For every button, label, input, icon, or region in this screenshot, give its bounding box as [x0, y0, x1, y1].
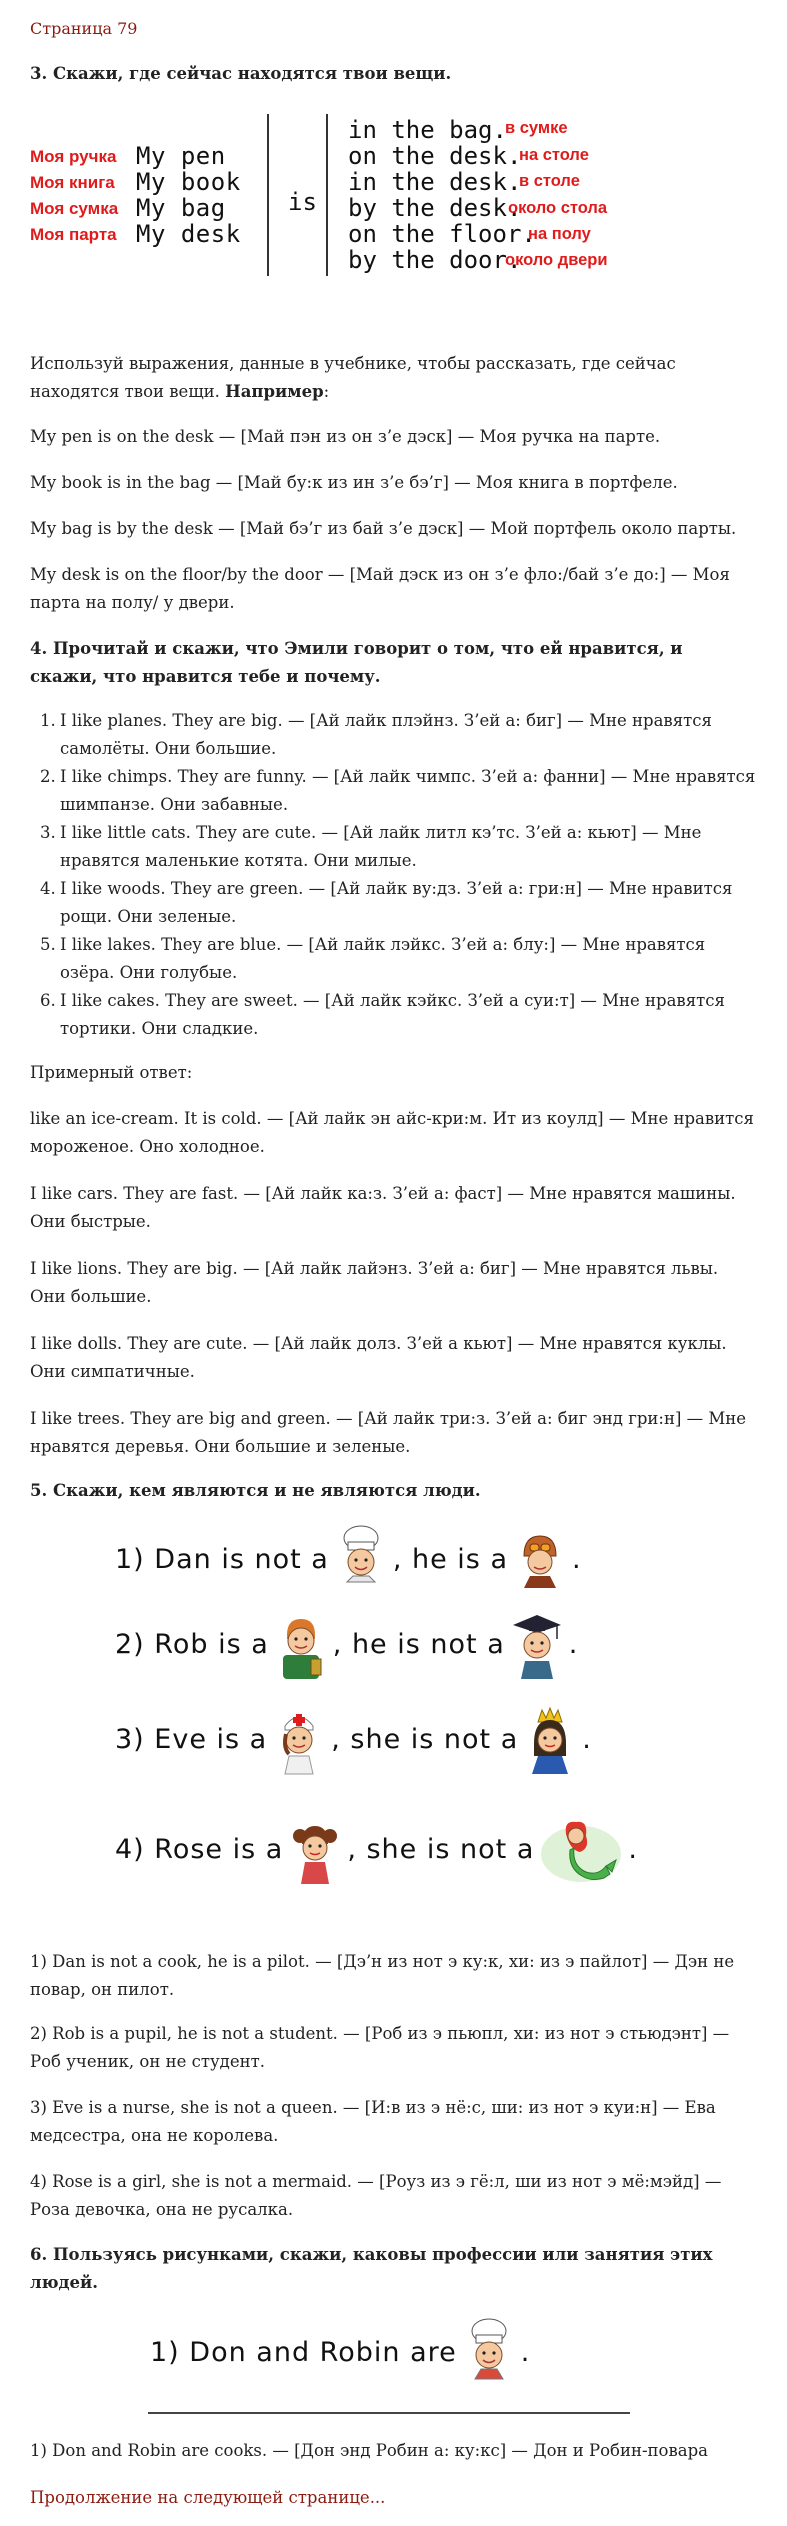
cook-picture: [459, 2317, 519, 2389]
ex3-example: My desk is on the floor/by the door — [Май дэск из он з’е фло:/бай з’е до:] — Моя парта на полу/ у двери.: [30, 565, 730, 613]
ex5-answer: 2) Rob is a pupil, he is not a student. — [Роб из э пьюпл, хи: из нот э стьюдэнт] — Роб ученик, он не студент.: [30, 2024, 730, 2072]
ex4-sample: I like lions. They are big. — [Ай лайк лайэнз. З’ей а: биг] — Мне нравятся львы. Они большие.: [30, 1259, 719, 1307]
list-item: 2. I like chimps. They are funny. — [Ай лайк чимпс. З’ей а: фанни] — Мне нравятся шимпанзе. Они забавные.: [40, 767, 756, 815]
ex5-row-text: 4) Rose is a: [115, 1833, 284, 1865]
ex4-sample: I like trees. They are big and green. — [Ай лайк три:з. З’ей а: биг энд гри:н] — Мне нравятся деревья. Они большие и зеленые.: [30, 1409, 747, 1457]
ex4-sample: I like dolls. They are cute. — [Ай лайк долз. З’ей а кьют] — Мне нравятся куклы. Они симпатичные.: [30, 1334, 727, 1382]
ex3-is: is: [288, 188, 317, 216]
ex4-list: [40, 707, 760, 1043]
list-item-text: I like cakes. They are sweet. — [Ай лайк кэйкс. З’ей а суи:т] — Мне нравятся тортики. Они сладкие.: [60, 991, 725, 1039]
ex6-row: [150, 2318, 530, 2388]
ex3-example: My bag is by the desk — [Май бэ’г из бай з’е дэск] — Мой портфель около парты.: [30, 519, 737, 538]
list-item-text: I like chimps. They are funny. — [Ай лайк чимпс. З’ей а: фанни] — Мне нравятся шимпанзе. Они забавные.: [60, 767, 756, 815]
mermaid-picture: [536, 1814, 626, 1886]
ex5-row-text: , she is not a: [331, 1723, 519, 1755]
list-item: 3. I like little cats. They are cute. — [Ай лайк литл кэ’тс. З’ей а: кьют] — Мне нравятся маленькие котята. Они милые.: [40, 823, 702, 871]
ex3-example: My book is in the bag — [Май бу:к из ин з’е бэ’г] — Моя книга в портфеле.: [30, 473, 678, 492]
ex5-row-text: .: [628, 1833, 638, 1865]
ex3-en-right: on the floor.: [348, 220, 536, 248]
ex3-ru-right: в сумке: [505, 119, 568, 137]
queen-picture: [520, 1704, 580, 1776]
ex5-row-text: 2) Rob is a: [115, 1628, 269, 1660]
pupil-picture: [271, 1609, 331, 1681]
ex3-ru-left: Моя парта: [30, 225, 117, 244]
ex6-answer-line: [148, 2412, 630, 2414]
ex5-row-text: , he is a: [392, 1543, 508, 1575]
ex5-row-text: 3) Eve is a: [115, 1723, 268, 1755]
ex6-heading: 6. Пользуясь рисунками, скажи, каковы профессии или занятия этих людей.: [30, 2245, 713, 2293]
ex6-picture-exercise: [30, 2318, 757, 2398]
ex3-ru-left: Моя ручка: [30, 147, 117, 166]
ex5-row-text: , she is not a: [347, 1833, 535, 1865]
ex4-heading: 4. Прочитай и скажи, что Эмили говорит о том, что ей нравится, и скажи, что нравится тебе и почему.: [30, 639, 683, 687]
next-page-link[interactable]: Продолжение на следующей странице...: [30, 2488, 386, 2507]
ex5-row: [115, 1815, 638, 1885]
cook-picture: [331, 1524, 391, 1596]
ex5-row-text: .: [568, 1628, 579, 1660]
ex3-ru-right: около стола: [508, 199, 608, 217]
ex3-en-left: My bag: [136, 194, 226, 222]
list-item-text: I like lakes. They are blue. — [Ай лайк лэйкс. З’ей а: блу:] — Мне нравятся озёра. Они голубые.: [60, 935, 706, 983]
list-item-text: I like little cats. They are cute. — [Ай лайк литл кэ’тс. З’ей а: кьют] — Мне нравятся маленькие котята. Они милые.: [60, 823, 702, 871]
page-number-link[interactable]: Страница 79: [30, 19, 138, 38]
girl-picture: [285, 1814, 345, 1886]
ex5-row-text: .: [582, 1723, 592, 1755]
ex4-sample-label: Примерный ответ:: [30, 1063, 193, 1082]
pilot-picture: [510, 1524, 570, 1596]
ex3-instruction-text: Используй выражения, данные в учебнике, чтобы рассказать, где сейчас находятся твои вещи.: [30, 354, 676, 402]
ex5-row: [115, 1525, 582, 1595]
ex3-ru-right: на полу: [528, 225, 591, 243]
ex5-picture-exercise: [30, 1525, 757, 1935]
ex3-en-right: in the desk.: [348, 168, 522, 196]
ex5-row-text: , he is not a: [332, 1628, 505, 1660]
list-item: 4. I like woods. They are green. — [Ай лайк ву:дз. З’ей а: гри:н] — Мне нравится рощи. Они зеленые.: [40, 879, 733, 927]
ex3-ru-right: на столе: [519, 146, 589, 164]
ex4-sample: like an ice-cream. It is cold. — [Ай лайк эн айс-кри:м. Ит из коулд] — Мне нравится мороженое. Оно холодное.: [30, 1109, 754, 1157]
ex3-en-left: My desk: [136, 220, 241, 248]
ex5-answer: 1) Dan is not a cook, he is a pilot. — [Дэ’н из нот э ку:к, хи: из э пайлот] — Дэн не повар, он пилот.: [30, 1952, 735, 2000]
ex3-instruction-colon: :: [323, 382, 330, 402]
ex6-row-text: .: [520, 2336, 531, 2368]
student-picture: [507, 1609, 567, 1681]
list-item: 1. I like planes. They are big. — [Ай лайк плэйнз. З’ей а: биг] — Мне нравятся самолёты. Они большие.: [40, 711, 712, 759]
nurse-picture: [269, 1704, 329, 1776]
ex3-instruction: [30, 350, 755, 407]
ex5-answer: 4) Rose is a girl, she is not a mermaid. — [Роуз из э гё:л, ши из нот э мё:мэйд] — Роза девочка, она не русалка.: [30, 2172, 722, 2220]
ex3-heading: 3. Скажи, где сейчас находятся твои вещи.: [30, 64, 452, 83]
ex5-answer: 3) Eve is a nurse, she is not a queen. — [И:в из э нё:с, ши: из нот э куи:н] — Ева медсестра, она не королева.: [30, 2098, 716, 2146]
ex3-en-left: My book: [136, 168, 241, 196]
ex5-row-text: 1) Dan is not a: [115, 1543, 329, 1575]
ex3-ru-right: около двери: [505, 251, 608, 269]
list-item-text: I like woods. They are green. — [Ай лайк ву:дз. З’ей а: гри:н] — Мне нравится рощи. Они зеленые.: [60, 879, 733, 927]
ex3-divider-right: [326, 114, 328, 276]
ex6-answer: 1) Don and Robin are cooks. — [Дон энд Робин а: ку:кс] — Дон и Робин-повара: [30, 2441, 709, 2460]
list-item: 5. I like lakes. They are blue. — [Ай лайк лэйкс. З’ей а: блу:] — Мне нравятся озёра. Они голубые.: [40, 935, 706, 983]
ex3-divider-left: [267, 114, 269, 276]
ex3-ru-left: Моя книга: [30, 173, 115, 192]
list-item: 6. I like cakes. They are sweet. — [Ай лайк кэйкс. З’ей а суи:т] — Мне нравятся тортики. Они сладкие.: [40, 991, 725, 1039]
list-item-text: I like planes. They are big. — [Ай лайк плэйнз. З’ей а: биг] — Мне нравятся самолёты. Они большие.: [60, 711, 712, 759]
ex3-en-right: on the desk.: [348, 142, 522, 170]
ex3-en-right: by the desk.: [348, 194, 522, 222]
ex5-row: [115, 1610, 578, 1680]
ex6-row-text: 1) Don and Robin are: [150, 2336, 457, 2368]
ex3-instruction-bold: Например: [225, 382, 324, 402]
ex5-row: [115, 1705, 592, 1775]
ex3-en-right: by the door.: [348, 246, 522, 274]
ex5-heading: 5. Скажи, кем являются и не являются люди.: [30, 1481, 481, 1500]
ex3-table: [30, 108, 680, 288]
ex3-example: My pen is on the desk — [Май пэн из он з’е дэск] — Моя ручка на парте.: [30, 427, 661, 446]
ex3-ru-right: в столе: [519, 172, 580, 190]
ex4-sample: I like cars. They are fast. — [Ай лайк ка:з. З’ей а: фаст] — Мне нравятся машины. Они быстрые.: [30, 1184, 736, 1232]
ex3-en-right: in the bag.: [348, 116, 507, 144]
ex3-en-left: My pen: [136, 142, 226, 170]
ex5-row-text: .: [572, 1543, 582, 1575]
ex3-ru-left: Моя сумка: [30, 199, 119, 218]
